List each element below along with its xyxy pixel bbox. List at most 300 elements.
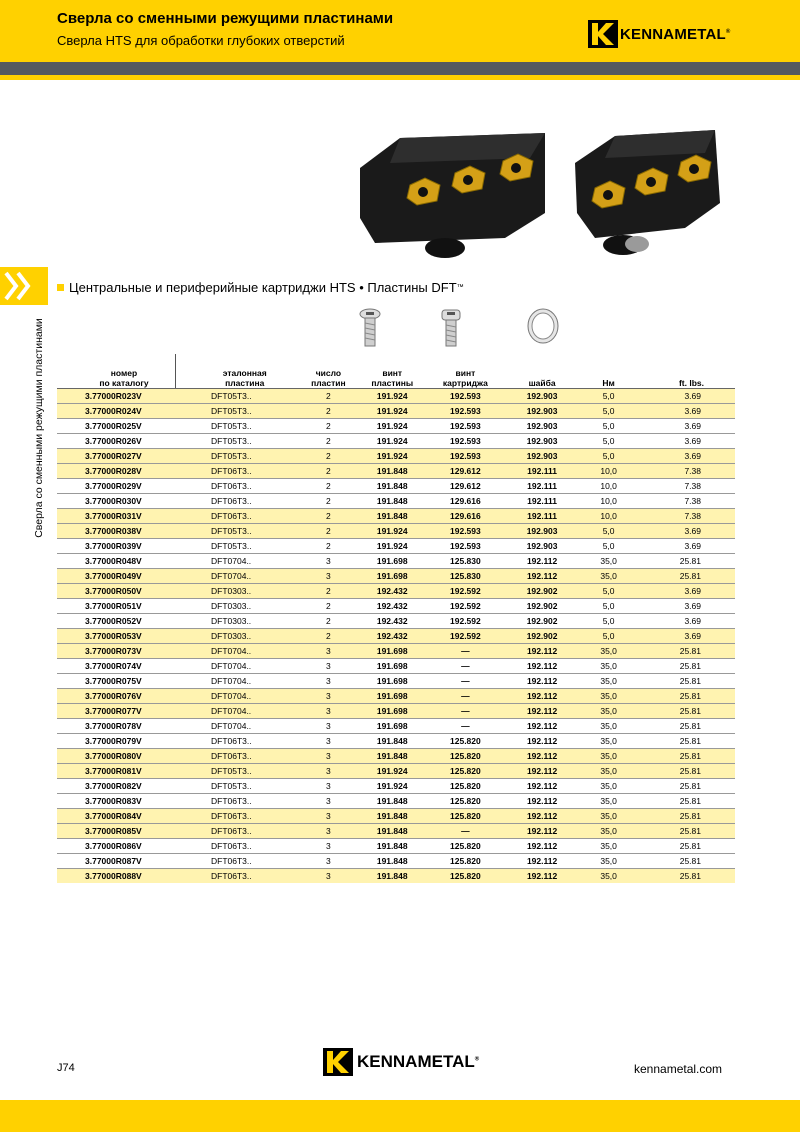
cell-nm: 5,0	[602, 436, 615, 446]
cell-nm: 35,0	[600, 751, 617, 761]
cell-cat: 3.77000R029V	[85, 481, 142, 491]
cell-cscr: 125.820	[450, 751, 481, 761]
cell-wsh: 192.902	[526, 586, 558, 596]
cell-cat: 3.77000R026V	[85, 436, 142, 446]
cell-cat: 3.77000R077V	[85, 706, 142, 716]
cell-n: 3	[326, 856, 331, 866]
cell-scr: 191.848	[376, 511, 408, 521]
cell-cat: 3.77000R030V	[85, 496, 142, 506]
table-header-row	[57, 365, 735, 389]
cell-nm: 5,0	[602, 451, 615, 461]
cell-ft: 25.81	[679, 826, 701, 836]
cell-ins: DFT05T3..	[211, 421, 252, 431]
cell-nm: 10,0	[600, 466, 617, 476]
cell-ins: DFT0704..	[211, 556, 252, 566]
cell-cat: 3.77000R075V	[85, 676, 142, 686]
cell-ft: 25.81	[679, 676, 701, 686]
cell-nm: 35,0	[600, 736, 617, 746]
table-row	[57, 854, 735, 869]
cell-n: 3	[326, 826, 331, 836]
cell-ft: 25.81	[679, 646, 701, 656]
cell-cat: 3.77000R080V	[85, 751, 142, 761]
cell-wsh: 192.112	[526, 736, 558, 746]
cell-scr: 191.924	[376, 451, 408, 461]
table-row	[57, 749, 735, 764]
cell-scr: 191.698	[376, 661, 408, 671]
cell-cscr: 129.616	[450, 496, 481, 506]
cell-wsh: 192.111	[527, 496, 557, 506]
cell-n: 2	[326, 496, 331, 506]
section-title	[57, 280, 464, 295]
cell-scr: 192.432	[376, 601, 408, 611]
cell-n: 3	[326, 706, 331, 716]
cell-cscr: 125.820	[450, 766, 481, 776]
cell-cscr: 125.820	[450, 736, 481, 746]
cell-n: 3	[326, 811, 331, 821]
table-row	[57, 464, 735, 479]
cell-ft: 25.81	[679, 736, 701, 746]
cell-wsh: 192.112	[526, 556, 558, 566]
cell-wsh: 192.112	[526, 871, 558, 882]
table-row	[57, 554, 735, 569]
cell-n: 2	[326, 481, 331, 491]
cell-cat: 3.77000R027V	[85, 451, 142, 461]
cell-cscr: —	[461, 721, 470, 731]
cell-ft: 25.81	[679, 721, 701, 731]
cell-n: 3	[326, 691, 331, 701]
table-row	[57, 674, 735, 689]
side-tab-label: Сверла со сменными режущими пластинами	[33, 318, 45, 538]
cell-nm: 35,0	[600, 796, 617, 806]
table-row	[57, 404, 735, 419]
cell-ins: DFT0704..	[211, 676, 252, 686]
cell-wsh: 192.902	[526, 601, 558, 611]
cell-ins: DFT06T3..	[211, 856, 252, 866]
cell-wsh: 192.112	[526, 811, 558, 821]
cell-ft: 25.81	[679, 766, 701, 776]
cell-cscr: 125.820	[450, 811, 481, 821]
table-row	[57, 824, 735, 839]
cell-n: 2	[326, 526, 331, 536]
cell-nm: 5,0	[602, 406, 615, 416]
cell-wsh: 192.112	[526, 856, 558, 866]
footer-bar	[0, 1100, 800, 1132]
cell-n: 2	[326, 466, 331, 476]
cell-wsh: 192.902	[526, 616, 558, 626]
cell-ins: DFT05T3..	[211, 436, 252, 446]
cell-cat: 3.77000R025V	[85, 421, 142, 431]
table-row	[57, 584, 735, 599]
cell-nm: 35,0	[600, 661, 617, 671]
col-insert-screw: винт пластины	[371, 368, 414, 388]
cell-scr: 191.698	[376, 571, 408, 581]
cell-cat: 3.77000R023V	[85, 391, 142, 401]
cell-cat: 3.77000R051V	[85, 601, 142, 611]
cell-nm: 5,0	[602, 586, 615, 596]
cell-wsh: 192.903	[526, 451, 558, 461]
footer-logo-text: KENNAMETAL	[357, 1052, 475, 1071]
cell-n: 3	[326, 751, 331, 761]
col-washer: шайба	[528, 378, 556, 388]
cell-ins: DFT06T3..	[211, 481, 252, 491]
cell-ins: DFT06T3..	[211, 511, 252, 521]
cell-cat: 3.77000R048V	[85, 556, 142, 566]
cell-wsh: 192.112	[526, 676, 558, 686]
cell-n: 2	[326, 541, 331, 551]
cell-nm: 35,0	[600, 676, 617, 686]
cell-ins: DFT0704..	[211, 691, 252, 701]
cell-ins: DFT05T3..	[211, 406, 252, 416]
section-title-text: Центральные и периферийные картриджи HTS • Пластины DFT	[69, 280, 457, 295]
cell-wsh: 192.111	[527, 511, 557, 521]
cell-n: 3	[326, 556, 331, 566]
cell-scr: 191.924	[376, 391, 408, 401]
header-yellow-stripe	[0, 75, 800, 80]
cell-n: 3	[326, 781, 331, 791]
table-row	[57, 389, 735, 404]
cell-nm: 35,0	[600, 826, 617, 836]
cell-cat: 3.77000R085V	[85, 826, 142, 836]
cell-scr: 191.698	[376, 646, 408, 656]
website-link[interactable]: kennametal.com	[634, 1062, 723, 1076]
table-row	[57, 494, 735, 509]
cell-ins: DFT0704..	[211, 571, 252, 581]
cell-cscr: 192.593	[450, 406, 481, 416]
cell-wsh: 192.112	[526, 781, 558, 791]
cell-n: 3	[326, 766, 331, 776]
cell-nm: 5,0	[602, 391, 615, 401]
cell-nm: 35,0	[600, 766, 617, 776]
table-row	[57, 734, 735, 749]
table-row	[57, 839, 735, 854]
cell-cat: 3.77000R028V	[85, 466, 142, 476]
cell-cat: 3.77000R049V	[85, 571, 142, 581]
cell-cat: 3.77000R083V	[85, 796, 142, 806]
cell-cscr: 125.820	[450, 796, 481, 806]
header-bar	[0, 0, 800, 62]
cell-n: 2	[326, 436, 331, 446]
cell-wsh: 192.903	[526, 406, 558, 416]
cell-n: 2	[326, 601, 331, 611]
cell-cscr: 125.820	[450, 856, 481, 866]
header-gray-stripe	[0, 62, 800, 75]
page-title: Сверла со сменными режущими пластинами	[57, 10, 394, 27]
cell-cat: 3.77000R031V	[85, 511, 142, 521]
cartridge-table	[57, 365, 735, 883]
cell-ins: DFT05T3..	[211, 766, 252, 776]
table-row	[57, 794, 735, 809]
cell-cat: 3.77000R079V	[85, 736, 142, 746]
cell-wsh: 192.112	[526, 646, 558, 656]
cell-nm: 35,0	[600, 646, 617, 656]
cell-wsh: 192.112	[526, 691, 558, 701]
section-tm: ™	[456, 284, 464, 291]
cell-wsh: 192.903	[526, 541, 558, 551]
table-row	[57, 704, 735, 719]
footer-kennametal-logo	[322, 1048, 479, 1076]
cell-ft: 25.81	[679, 661, 701, 671]
cell-cscr: 192.592	[450, 601, 481, 611]
cell-cat: 3.77000R084V	[85, 811, 142, 821]
cell-ins: DFT06T3..	[211, 496, 252, 506]
cell-scr: 191.848	[376, 811, 408, 821]
cell-ins: DFT05T3..	[211, 451, 252, 461]
cell-ins: DFT06T3..	[211, 796, 252, 806]
cell-scr: 191.848	[376, 856, 408, 866]
cell-scr: 191.848	[376, 496, 408, 506]
cell-ins: DFT06T3..	[211, 736, 252, 746]
cell-cscr: 125.820	[450, 871, 481, 882]
cell-wsh: 192.903	[526, 421, 558, 431]
cell-scr: 191.848	[376, 736, 408, 746]
col-nm: Нм	[602, 378, 615, 388]
cell-cscr: —	[461, 706, 470, 716]
washer-icon	[526, 307, 560, 345]
cell-ins: DFT0704..	[211, 706, 252, 716]
chevron-tab-icon	[0, 267, 48, 305]
cell-scr: 192.432	[376, 631, 408, 641]
cell-ft: 3.69	[684, 541, 701, 551]
cartridge-screw-icon	[440, 308, 462, 350]
cell-ins: DFT06T3..	[211, 466, 252, 476]
cell-wsh: 192.112	[526, 796, 558, 806]
table-row	[57, 569, 735, 584]
cell-cat: 3.77000R053V	[85, 631, 142, 641]
cell-nm: 35,0	[600, 691, 617, 701]
cell-ft: 3.69	[684, 631, 701, 641]
cell-ins: DFT05T3..	[211, 526, 252, 536]
cell-ft: 3.69	[684, 586, 701, 596]
cell-wsh: 192.903	[526, 391, 558, 401]
cell-cat: 3.77000R050V	[85, 586, 142, 596]
cell-cat: 3.77000R088V	[85, 871, 142, 882]
cell-ft: 3.69	[684, 526, 701, 536]
cell-cat: 3.77000R024V	[85, 406, 142, 416]
cell-scr: 191.698	[376, 676, 408, 686]
cell-cscr: 192.593	[450, 391, 481, 401]
table-row	[57, 479, 735, 494]
cell-ft: 3.69	[684, 451, 701, 461]
table-row	[57, 629, 735, 644]
cell-ins: DFT0303..	[211, 631, 252, 641]
cell-n: 3	[326, 571, 331, 581]
cell-wsh: 192.112	[526, 766, 558, 776]
cell-nm: 35,0	[600, 856, 617, 866]
table-row	[57, 434, 735, 449]
cell-wsh: 192.902	[526, 631, 558, 641]
cell-nm: 10,0	[600, 511, 617, 521]
cell-ins: DFT0704..	[211, 721, 252, 731]
table-row	[57, 599, 735, 614]
cell-ft: 3.69	[684, 391, 701, 401]
cell-n: 2	[326, 391, 331, 401]
cell-n: 2	[326, 586, 331, 596]
cell-scr: 192.432	[376, 586, 408, 596]
cell-scr: 191.924	[376, 526, 408, 536]
cell-cat: 3.77000R052V	[85, 616, 142, 626]
cell-scr: 191.924	[376, 541, 408, 551]
cell-n: 2	[326, 406, 331, 416]
cell-ins: DFT0704..	[211, 661, 252, 671]
cell-nm: 10,0	[600, 481, 617, 491]
cell-cscr: 129.616	[450, 511, 481, 521]
col-count: число пластин	[311, 368, 346, 388]
cell-scr: 191.848	[376, 871, 408, 882]
cell-ft: 25.81	[679, 781, 701, 791]
table-row	[57, 764, 735, 779]
cell-cscr: 192.593	[450, 541, 481, 551]
section-bullet	[57, 284, 64, 291]
cell-nm: 35,0	[600, 811, 617, 821]
cell-ft: 7.38	[684, 496, 701, 506]
cell-n: 3	[326, 841, 331, 851]
cell-nm: 5,0	[602, 541, 615, 551]
cell-nm: 10,0	[600, 496, 617, 506]
cell-nm: 5,0	[602, 421, 615, 431]
cell-ft: 25.81	[679, 556, 701, 566]
cell-ft: 3.69	[684, 436, 701, 446]
col-insert: эталонная пластина	[222, 368, 267, 388]
footer-logo-registered-mark: ®	[474, 1056, 480, 1063]
cell-ft: 3.69	[684, 406, 701, 416]
cell-wsh: 192.111	[527, 466, 557, 476]
table-row	[57, 779, 735, 794]
cell-n: 2	[326, 421, 331, 431]
cell-cscr: 125.830	[450, 556, 481, 566]
cell-cscr: —	[461, 676, 470, 686]
cell-wsh: 192.112	[526, 721, 558, 731]
cell-scr: 192.432	[376, 616, 408, 626]
cell-nm: 5,0	[602, 631, 615, 641]
cell-cscr: —	[461, 661, 470, 671]
cell-nm: 5,0	[602, 526, 615, 536]
cell-n: 3	[326, 646, 331, 656]
table-row	[57, 809, 735, 824]
cell-nm: 35,0	[600, 706, 617, 716]
cell-ins: DFT0303..	[211, 586, 252, 596]
cell-ins: DFT05T3..	[211, 541, 252, 551]
cell-wsh: 192.112	[526, 706, 558, 716]
cell-wsh: 192.903	[526, 526, 558, 536]
cell-scr: 191.848	[376, 841, 408, 851]
cell-nm: 35,0	[600, 571, 617, 581]
cell-wsh: 192.903	[526, 436, 558, 446]
cell-cscr: 125.820	[450, 841, 481, 851]
cell-n: 3	[326, 871, 331, 882]
cell-n: 3	[326, 721, 331, 731]
cell-cat: 3.77000R039V	[85, 541, 142, 551]
insert-screw-icon	[359, 308, 381, 350]
kennametal-logo	[588, 19, 731, 49]
cell-cscr: 125.830	[450, 571, 481, 581]
cell-n: 3	[326, 676, 331, 686]
cell-cat: 3.77000R078V	[85, 721, 142, 731]
cell-ins: DFT0704..	[211, 646, 252, 656]
cell-scr: 191.698	[376, 691, 408, 701]
cell-ft: 25.81	[679, 706, 701, 716]
col-ftlbs: ft. lbs.	[678, 378, 704, 388]
cell-scr: 191.848	[376, 826, 408, 836]
cell-n: 3	[326, 796, 331, 806]
cell-cscr: 129.612	[450, 466, 481, 476]
cell-ft: 25.81	[679, 811, 701, 821]
cell-ins: DFT0303..	[211, 616, 252, 626]
table-row	[57, 659, 735, 674]
cell-ft: 3.69	[684, 601, 701, 611]
cell-ft: 25.81	[679, 691, 701, 701]
cell-n: 2	[326, 451, 331, 461]
cell-cat: 3.77000R086V	[85, 841, 142, 851]
cell-cscr: 192.592	[450, 616, 481, 626]
cell-scr: 191.924	[376, 436, 408, 446]
table-row	[57, 449, 735, 464]
cell-scr: 191.848	[376, 796, 408, 806]
cell-ins: DFT05T3..	[211, 781, 252, 791]
cell-ins: DFT05T3..	[211, 391, 252, 401]
page-subtitle: Сверла HTS для обработки глубоких отверстий	[57, 33, 345, 48]
kennametal-k-icon	[322, 1048, 354, 1076]
cell-cscr: 192.592	[450, 631, 481, 641]
cell-wsh: 192.112	[526, 661, 558, 671]
table-row	[57, 644, 735, 659]
cell-cat: 3.77000R074V	[85, 661, 142, 671]
cell-n: 2	[326, 616, 331, 626]
cell-ft: 25.81	[679, 796, 701, 806]
cell-ins: DFT06T3..	[211, 871, 252, 882]
cell-cscr: —	[461, 826, 470, 836]
table-row	[57, 509, 735, 524]
table-row	[57, 524, 735, 539]
cell-ins: DFT06T3..	[211, 811, 252, 821]
table-row	[57, 539, 735, 554]
page-number: J74	[57, 1062, 75, 1074]
cell-cscr: 129.612	[450, 481, 481, 491]
cell-ins: DFT06T3..	[211, 751, 252, 761]
cell-cscr: 192.593	[450, 451, 481, 461]
table-row	[57, 869, 735, 884]
cell-cat: 3.77000R073V	[85, 646, 142, 656]
cell-cat: 3.77000R081V	[85, 766, 142, 776]
table-row	[57, 419, 735, 434]
cell-cscr: —	[461, 691, 470, 701]
cell-scr: 191.698	[376, 556, 408, 566]
cell-cscr: 192.593	[450, 436, 481, 446]
logo-text: KENNAMETAL	[620, 25, 726, 43]
cell-scr: 191.848	[376, 466, 408, 476]
cell-scr: 191.924	[376, 781, 408, 791]
cell-scr: 191.698	[376, 721, 408, 731]
cell-scr: 191.924	[376, 766, 408, 776]
cartridges-product-image	[355, 118, 725, 263]
cell-cscr: 192.593	[450, 421, 481, 431]
logo-registered-mark: ®	[725, 28, 731, 35]
cell-nm: 35,0	[600, 721, 617, 731]
cell-wsh: 192.112	[526, 751, 558, 761]
cell-n: 2	[326, 511, 331, 521]
cell-ft: 3.69	[684, 421, 701, 431]
cell-wsh: 192.112	[526, 841, 558, 851]
cell-nm: 35,0	[600, 556, 617, 566]
table-row	[57, 614, 735, 629]
cell-scr: 191.924	[376, 421, 408, 431]
cell-cat: 3.77000R087V	[85, 856, 142, 866]
cell-cat: 3.77000R076V	[85, 691, 142, 701]
col-cartridge-screw: винт картриджа	[442, 368, 488, 388]
cell-ins: DFT06T3..	[211, 841, 252, 851]
cell-n: 2	[326, 631, 331, 641]
cell-scr: 191.848	[376, 481, 408, 491]
cell-wsh: 192.112	[526, 571, 558, 581]
